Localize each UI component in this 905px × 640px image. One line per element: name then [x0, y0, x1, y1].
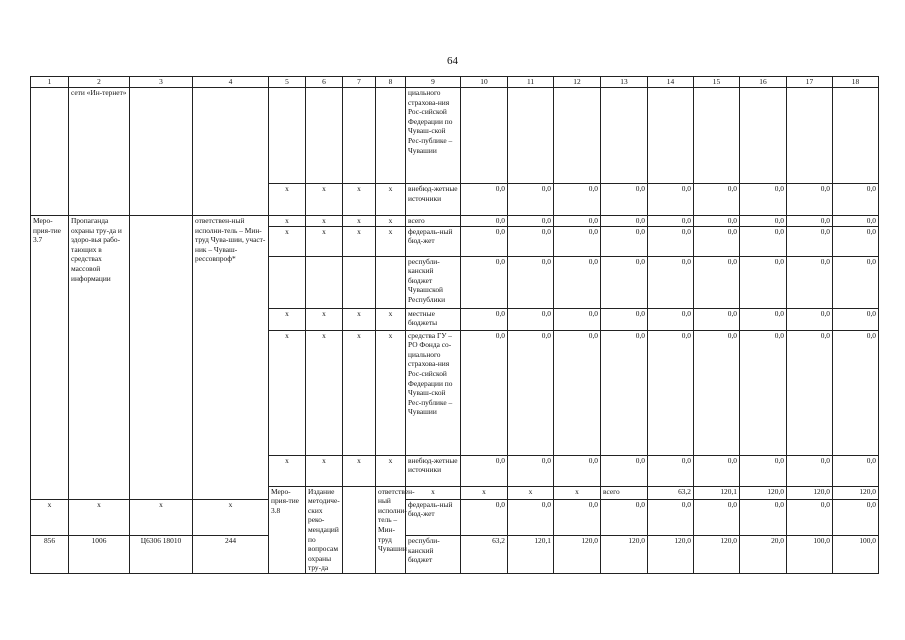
code-cell: 244 [193, 536, 269, 574]
code-cell: x [306, 330, 343, 455]
value-cell: 0,0 [601, 308, 648, 330]
value-cell: 0,0 [554, 330, 601, 455]
value-cell: 0,0 [694, 308, 740, 330]
code-cell: x [269, 308, 306, 330]
activity-name: Издание методиче-ских реко-мендаций по вопросам охраны тру-да [306, 486, 343, 573]
column-number: 14 [648, 77, 694, 88]
value-cell: 0,0 [648, 184, 694, 216]
code-cell: x [269, 216, 306, 227]
code-cell: x [130, 499, 193, 536]
budget-table [30, 76, 879, 574]
value-cell: 0,0 [461, 216, 508, 227]
value-cell: 0,0 [648, 216, 694, 227]
value-cell: 120,0 [740, 486, 787, 499]
code-cell: x [508, 486, 554, 499]
value-cell: 0,0 [461, 308, 508, 330]
value-cell: 0,0 [461, 256, 508, 308]
value-cell: 120,0 [833, 486, 879, 499]
code-cell: Ц6306 18010 [130, 536, 193, 574]
value-cell: 0,0 [833, 308, 879, 330]
value-cell: 0,0 [694, 455, 740, 486]
value-cell: 63,2 [461, 536, 508, 574]
code-cell: x [269, 226, 306, 256]
activity-label: Меро-прия-тие 3.7 [31, 216, 69, 500]
value-cell: 0,0 [787, 330, 833, 455]
value-cell: 0,0 [787, 455, 833, 486]
value-cell: 0,0 [694, 330, 740, 455]
value-cell: 0,0 [461, 226, 508, 256]
empty-cell [343, 486, 376, 573]
value-cell: 0,0 [554, 184, 601, 216]
column-number: 17 [787, 77, 833, 88]
code-cell: x [269, 184, 306, 216]
code-cell: x [343, 226, 376, 256]
value-cell: 120,0 [601, 536, 648, 574]
code-cell: x [376, 308, 406, 330]
value-cell: 63,2 [648, 486, 694, 499]
activity-name: сети «Ин-тернет» [69, 88, 130, 216]
value-cell: 0,0 [833, 256, 879, 308]
value-cell: 0,0 [648, 499, 694, 536]
code-cell: x [376, 455, 406, 486]
activity-label: Меро-прия-тие 3.8 [269, 486, 306, 573]
value-cell: 20,0 [740, 536, 787, 574]
value-cell: 0,0 [740, 256, 787, 308]
value-cell: 0,0 [508, 216, 554, 227]
funding-source: всего [601, 486, 648, 499]
column-number: 10 [461, 77, 508, 88]
code-cell: x [461, 486, 508, 499]
code-cell: x [269, 455, 306, 486]
code-cell: x [306, 226, 343, 256]
value-cell: 0,0 [508, 184, 554, 216]
funding-source: республи-канский бюджет Чувашской Республики [406, 256, 461, 308]
table-row [31, 499, 879, 536]
value-cell: 0,0 [694, 499, 740, 536]
column-number: 3 [130, 77, 193, 88]
value-cell: 0,0 [461, 499, 508, 536]
funding-source: федераль-ный бюд-жет [406, 499, 461, 536]
value-cell: 0,0 [554, 455, 601, 486]
value-cell: 120,1 [508, 536, 554, 574]
value-cell: 0,0 [833, 184, 879, 216]
code-cell: x [343, 184, 376, 216]
code-cell: x [343, 455, 376, 486]
code-cell: x [376, 226, 406, 256]
column-number: 11 [508, 77, 554, 88]
value-cell: 0,0 [787, 499, 833, 536]
value-cell: 0,0 [554, 216, 601, 227]
code-cell: x [343, 330, 376, 455]
value-cell: 120,0 [554, 536, 601, 574]
value-cell: 0,0 [787, 308, 833, 330]
code-cell: x [193, 499, 269, 536]
funding-source: всего [406, 216, 461, 227]
funding-source: циального страхова-ния Рос-сийской Федерации по Чуваш-ской Рес-публике – Чувашии [406, 88, 461, 184]
value-cell: 0,0 [648, 226, 694, 256]
column-number: 15 [694, 77, 740, 88]
column-number: 18 [833, 77, 879, 88]
value-cell: 0,0 [601, 216, 648, 227]
value-cell: 0,0 [508, 256, 554, 308]
value-cell: 0,0 [508, 226, 554, 256]
activity-name: Пропаганда охраны тру-да и здоро-вья рабо-тающих в средствах массовой информации [69, 216, 130, 500]
code-cell [306, 256, 343, 308]
column-number: 8 [376, 77, 406, 88]
column-number: 2 [69, 77, 130, 88]
value-cell: 0,0 [554, 256, 601, 308]
code-cell: x [306, 455, 343, 486]
empty-cell [376, 88, 406, 184]
activity-label-cell [31, 88, 69, 216]
value-cell: 100,0 [787, 536, 833, 574]
code-cell [269, 256, 306, 308]
value-cell: 0,0 [833, 216, 879, 227]
code-cell: x [269, 330, 306, 455]
value-cell: 0,0 [601, 256, 648, 308]
column-number: 12 [554, 77, 601, 88]
code-cell: x [343, 216, 376, 227]
value-cell: 0,0 [648, 256, 694, 308]
value-cell: 0,0 [601, 455, 648, 486]
value-cell: 0,0 [833, 455, 879, 486]
value-cell: 0,0 [508, 308, 554, 330]
executor: ответствен-ный исполни-тель – Мин-труд Чувашии [376, 486, 406, 573]
value-cell: 0,0 [787, 226, 833, 256]
code-cell: x [376, 184, 406, 216]
value-cell: 0,0 [740, 226, 787, 256]
value-cell: 0,0 [461, 455, 508, 486]
value-cell: 0,0 [787, 184, 833, 216]
value-cell: 0,0 [833, 330, 879, 455]
empty-cell [269, 88, 306, 184]
header-row [31, 77, 879, 88]
executor-cell [193, 88, 269, 216]
column-number: 16 [740, 77, 787, 88]
value-cell: 0,0 [554, 499, 601, 536]
value-cell: 0,0 [740, 184, 787, 216]
value-cell: 0,0 [461, 184, 508, 216]
code-cell: x [306, 184, 343, 216]
code-cell: x [31, 499, 69, 536]
value-cell: 120,0 [787, 486, 833, 499]
code-cell: 1006 [69, 536, 130, 574]
value-cell: 0,0 [694, 226, 740, 256]
value-cell: 0,0 [508, 499, 554, 536]
value-cell: 100,0 [833, 536, 879, 574]
column-number: 1 [31, 77, 69, 88]
table-row [31, 536, 879, 574]
value-cell: 0,0 [601, 226, 648, 256]
value-cell: 0,0 [648, 455, 694, 486]
value-cell: 0,0 [601, 184, 648, 216]
code-cell: x [376, 216, 406, 227]
value-cell: 0,0 [554, 226, 601, 256]
value-cell: 0,0 [740, 499, 787, 536]
value-cell: 0,0 [740, 308, 787, 330]
value-cell: 0,0 [833, 226, 879, 256]
value-cell: 0,0 [648, 308, 694, 330]
value-cell: 120,1 [694, 486, 740, 499]
value-cell: 0,0 [694, 216, 740, 227]
value-cell: 0,0 [601, 499, 648, 536]
value-cell: 0,0 [508, 455, 554, 486]
code-cell: x [306, 216, 343, 227]
column-number: 7 [343, 77, 376, 88]
code-cell: x [306, 308, 343, 330]
funding-source: внебюд-жетные источники [406, 184, 461, 216]
value-cell: 120,0 [694, 536, 740, 574]
column-number: 4 [193, 77, 269, 88]
column-number: 6 [306, 77, 343, 88]
empty-cell [343, 88, 376, 184]
value-cell: 0,0 [508, 330, 554, 455]
value-cell: 0,0 [740, 216, 787, 227]
empty-cell [130, 216, 193, 500]
funding-source: внебюд-жетные источники [406, 455, 461, 486]
value-cell: 0,0 [601, 330, 648, 455]
funding-source: средства ГУ – РО Фонда со-циального страхова-ния Рос-сийской Федерации по Чуваш-ской Рес-публике – Чувашии [406, 330, 461, 455]
value-cell: 0,0 [787, 216, 833, 227]
value-cell: 0,0 [740, 330, 787, 455]
code-cell [376, 256, 406, 308]
funding-source: республи-канский бюджет [406, 536, 461, 574]
column-number: 9 [406, 77, 461, 88]
page-number: 64 [447, 55, 458, 67]
code-cell: x [554, 486, 601, 499]
table-row [31, 88, 879, 184]
value-cell: 120,0 [648, 536, 694, 574]
executor: ответствен-ный исполни-тель – Мин-труд Чува-шии, участ-ник – Чуваш-рессовпроф* [193, 216, 269, 500]
value-cell: 0,0 [648, 330, 694, 455]
value-cell: 0,0 [694, 256, 740, 308]
value-cell: 0,0 [740, 455, 787, 486]
value-cell: 0,0 [694, 184, 740, 216]
empty-cell [130, 88, 193, 216]
value-cell: 0,0 [461, 330, 508, 455]
code-cell: x [69, 499, 130, 536]
value-cell: 0,0 [554, 308, 601, 330]
column-number: 13 [601, 77, 648, 88]
value-cell: 0,0 [787, 256, 833, 308]
code-cell: x [406, 486, 461, 499]
code-cell: x [376, 330, 406, 455]
value-cell: 0,0 [833, 499, 879, 536]
code-cell: 856 [31, 536, 69, 574]
funding-source: местные бюджеты [406, 308, 461, 330]
empty-cell [306, 88, 343, 184]
code-cell [343, 256, 376, 308]
table-row [31, 216, 879, 227]
column-number: 5 [269, 77, 306, 88]
funding-source: федераль-ный бюд-жет [406, 226, 461, 256]
code-cell: x [343, 308, 376, 330]
